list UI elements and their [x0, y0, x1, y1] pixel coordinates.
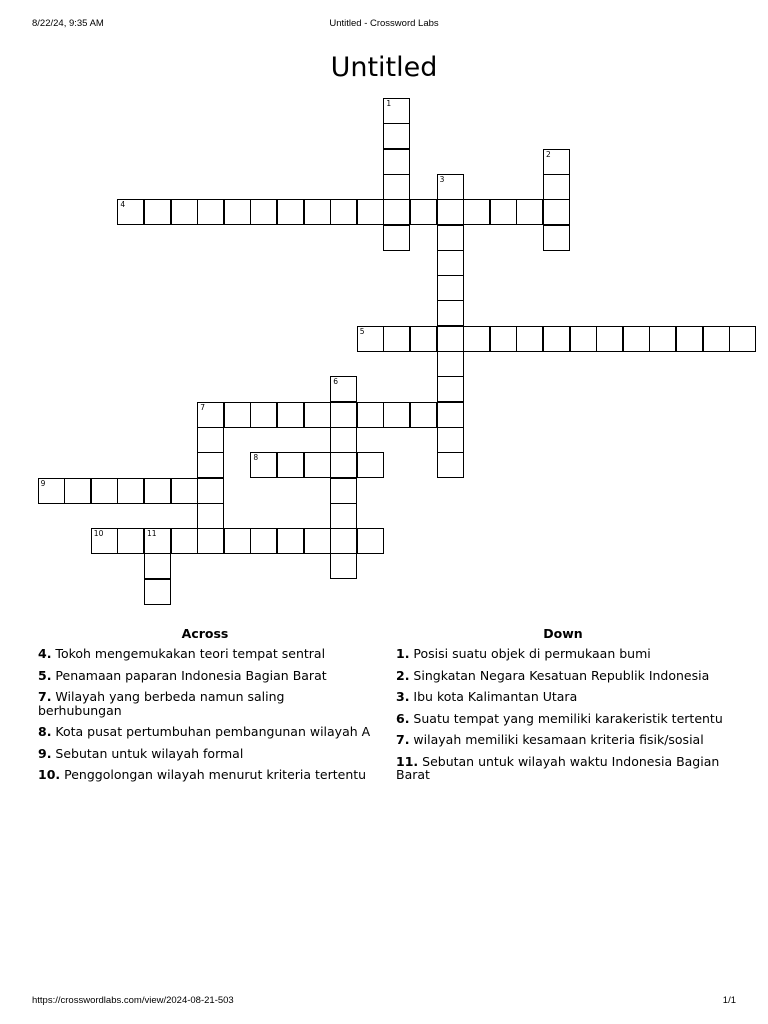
down-clues [396, 626, 730, 790]
clue-number-label: 10 [93, 529, 104, 539]
crossword-cell[interactable] [144, 579, 171, 605]
down-clue [396, 669, 730, 683]
crossword-cell[interactable] [437, 199, 464, 225]
crossword-cell[interactable] [516, 326, 543, 352]
crossword-cell[interactable] [117, 478, 144, 504]
crossword-cell[interactable] [250, 199, 277, 225]
crossword-cell[interactable] [304, 199, 331, 225]
crossword-cell[interactable] [197, 427, 224, 453]
crossword-cell[interactable] [729, 326, 756, 352]
down-clue [396, 712, 730, 726]
clue-number-label: 4 [120, 200, 126, 210]
clue-text: Ibu kota Kalimantan Utara [409, 689, 578, 704]
clue-text: Sebutan untuk wilayah waktu Indonesia Bagian Barat [396, 753, 724, 782]
crossword-cell[interactable] [357, 402, 384, 428]
print-page-title: Untitled - Crossword Labs [329, 18, 439, 29]
clue-text: Posisi suatu objek di permukaan bumi [409, 646, 651, 661]
clue-text: wilayah memiliki kesamaan kriteria fisik/sosial [409, 732, 704, 747]
crossword-cell[interactable] [330, 376, 357, 402]
crossword-cell[interactable] [516, 199, 543, 225]
crossword-cell[interactable] [330, 199, 357, 225]
clue-number-label: 3 [439, 174, 445, 184]
clue-text: Sebutan untuk wilayah formal [51, 745, 244, 761]
crossword-cell[interactable] [543, 199, 570, 225]
crossword-cell[interactable] [197, 503, 224, 529]
crossword-cell[interactable] [224, 402, 251, 428]
across-clue [38, 690, 372, 717]
crossword-cell[interactable] [383, 174, 410, 200]
down-clue [396, 690, 730, 704]
crossword-cell[interactable] [171, 478, 198, 504]
clue-text: Tokoh mengemukakan teori tempat sentral [51, 646, 326, 661]
crossword-cell[interactable] [224, 199, 251, 225]
down-clue [396, 647, 730, 661]
crossword-cell[interactable] [543, 149, 570, 175]
crossword-cell[interactable] [197, 199, 224, 225]
crossword-cell[interactable] [543, 326, 570, 352]
crossword-cell[interactable] [330, 402, 357, 428]
clue-text: Kota pusat pertumbuhan pembangunan wilayah A [51, 724, 371, 739]
across-clues [38, 626, 372, 790]
print-url: https://crosswordlabs.com/view/2024-08-21-503 [32, 995, 234, 1006]
crossword-cell[interactable] [197, 402, 224, 428]
clue-text: Suatu tempat yang memiliki karakeristik tertentu [409, 710, 723, 726]
clue-number: 5. [38, 667, 52, 683]
across-clue [38, 669, 372, 683]
crossword-cell[interactable] [649, 326, 676, 352]
crossword-cell[interactable] [437, 225, 464, 251]
crossword-cell[interactable] [330, 452, 357, 478]
crossword-cell[interactable] [330, 427, 357, 453]
crossword-cell[interactable] [543, 225, 570, 251]
clue-number: 1. [396, 646, 410, 661]
crossword-cell[interactable] [197, 452, 224, 478]
crossword-cell[interactable] [543, 174, 570, 200]
crossword-cell[interactable] [437, 300, 464, 326]
crossword-cell[interactable] [383, 402, 410, 428]
clue-number-label: 7 [200, 402, 205, 412]
clue-number-label: 1 [386, 99, 392, 108]
down-clue [396, 755, 730, 782]
clue-number: 7. [38, 689, 52, 704]
clue-number: 7. [396, 732, 410, 747]
crossword-cell[interactable] [383, 123, 410, 149]
crossword-cell[interactable] [570, 326, 597, 352]
crossword-cell[interactable] [463, 326, 490, 352]
crossword-cell[interactable] [144, 553, 171, 579]
crossword-cell[interactable] [304, 528, 331, 554]
crossword-cell[interactable] [437, 402, 464, 428]
crossword-cell[interactable] [330, 528, 357, 554]
crossword-cell[interactable] [437, 326, 464, 352]
crossword-cell[interactable] [117, 528, 144, 554]
clue-number-label: 6 [333, 377, 338, 387]
crossword-cell[interactable] [357, 199, 384, 225]
crossword-cell[interactable] [703, 326, 730, 352]
crossword-cell[interactable] [38, 478, 65, 504]
crossword-cell[interactable] [224, 528, 251, 554]
across-heading: Across [181, 626, 229, 641]
clue-number: 2. [396, 667, 410, 683]
crossword-cell[interactable] [357, 452, 384, 478]
clue-number-label: 9 [40, 478, 46, 488]
clue-number: 3. [396, 689, 410, 704]
crossword-cell[interactable] [277, 402, 304, 428]
across-clue [38, 747, 372, 761]
clue-number: 11. [396, 753, 419, 769]
clue-number-label: 8 [253, 453, 259, 463]
crossword-cell[interactable] [463, 199, 490, 225]
crossword-cell[interactable] [410, 402, 437, 428]
crossword-cell[interactable] [410, 326, 437, 352]
crossword-cell[interactable] [437, 351, 464, 377]
clue-number: 9. [38, 745, 52, 761]
crossword-cell[interactable] [144, 478, 171, 504]
crossword-cell[interactable] [623, 326, 650, 352]
crossword-cell[interactable] [197, 528, 224, 554]
crossword-cell[interactable] [117, 199, 144, 225]
across-clue-list [38, 647, 372, 782]
crossword-cell[interactable] [330, 503, 357, 529]
crossword-cell[interactable] [383, 98, 410, 124]
crossword-cell[interactable] [250, 452, 277, 478]
crossword-cell[interactable] [330, 478, 357, 504]
crossword-cell[interactable] [437, 427, 464, 453]
crossword-cell[interactable] [437, 174, 464, 200]
clue-number-label: 5 [359, 326, 365, 336]
print-page-number: 1/1 [722, 995, 736, 1006]
down-heading: Down [543, 626, 583, 641]
crossword-cell[interactable] [277, 452, 304, 478]
page-title: Untitled [330, 52, 438, 84]
crossword-cell[interactable] [383, 149, 410, 175]
crossword-cell[interactable] [437, 452, 464, 478]
crossword-cell[interactable] [676, 326, 703, 352]
crossword-cell[interactable] [357, 326, 384, 352]
across-clue [38, 725, 372, 739]
crossword-cell[interactable] [64, 478, 91, 504]
clue-text: Wilayah yang berbeda namun saling berhubungan [38, 689, 289, 718]
crossword-cell[interactable] [383, 326, 410, 352]
clue-number: 6. [396, 710, 410, 726]
down-clue-list [396, 647, 730, 782]
across-clue [38, 647, 372, 661]
crossword-cell[interactable] [490, 326, 517, 352]
crossword-cell[interactable] [171, 199, 198, 225]
crossword-cell[interactable] [277, 199, 304, 225]
clue-text: Penamaan paparan Indonesia Bagian Barat [51, 667, 327, 683]
crossword-cell[interactable] [357, 528, 384, 554]
crossword-cell[interactable] [330, 553, 357, 579]
crossword-cell[interactable] [171, 528, 198, 554]
down-clue [396, 733, 730, 747]
clue-text: Penggolongan wilayah menurut kriteria tertentu [60, 767, 367, 782]
crossword-cell[interactable] [304, 452, 331, 478]
clue-text: Singkatan Negara Kesatuan Republik Indonesia [409, 667, 710, 683]
crossword-cell[interactable] [250, 402, 277, 428]
crossword-cell[interactable] [304, 402, 331, 428]
crossword-cell[interactable] [437, 376, 464, 402]
crossword-cell[interactable] [410, 199, 437, 225]
print-date: 8/22/24, 9:35 AM [32, 18, 104, 29]
clue-number-label: 11 [147, 529, 157, 539]
clue-number: 10. [38, 767, 61, 782]
clue-number-label: 2 [546, 149, 551, 159]
crossword-cell[interactable] [437, 250, 464, 276]
crossword-cell[interactable] [197, 478, 224, 504]
crossword-cell[interactable] [490, 199, 517, 225]
across-clue [38, 768, 372, 782]
crossword-cell[interactable] [144, 199, 171, 225]
crossword-cell[interactable] [383, 225, 410, 251]
crossword-cell[interactable] [277, 528, 304, 554]
crossword-cell[interactable] [144, 528, 171, 554]
clue-number: 4. [38, 646, 52, 661]
crossword-cell[interactable] [383, 199, 410, 225]
crossword-cell[interactable] [437, 275, 464, 301]
crossword-cell[interactable] [250, 528, 277, 554]
crossword-cell[interactable] [596, 326, 623, 352]
crossword-cell[interactable] [91, 528, 118, 554]
clue-number: 8. [38, 724, 52, 739]
crossword-cell[interactable] [91, 478, 118, 504]
